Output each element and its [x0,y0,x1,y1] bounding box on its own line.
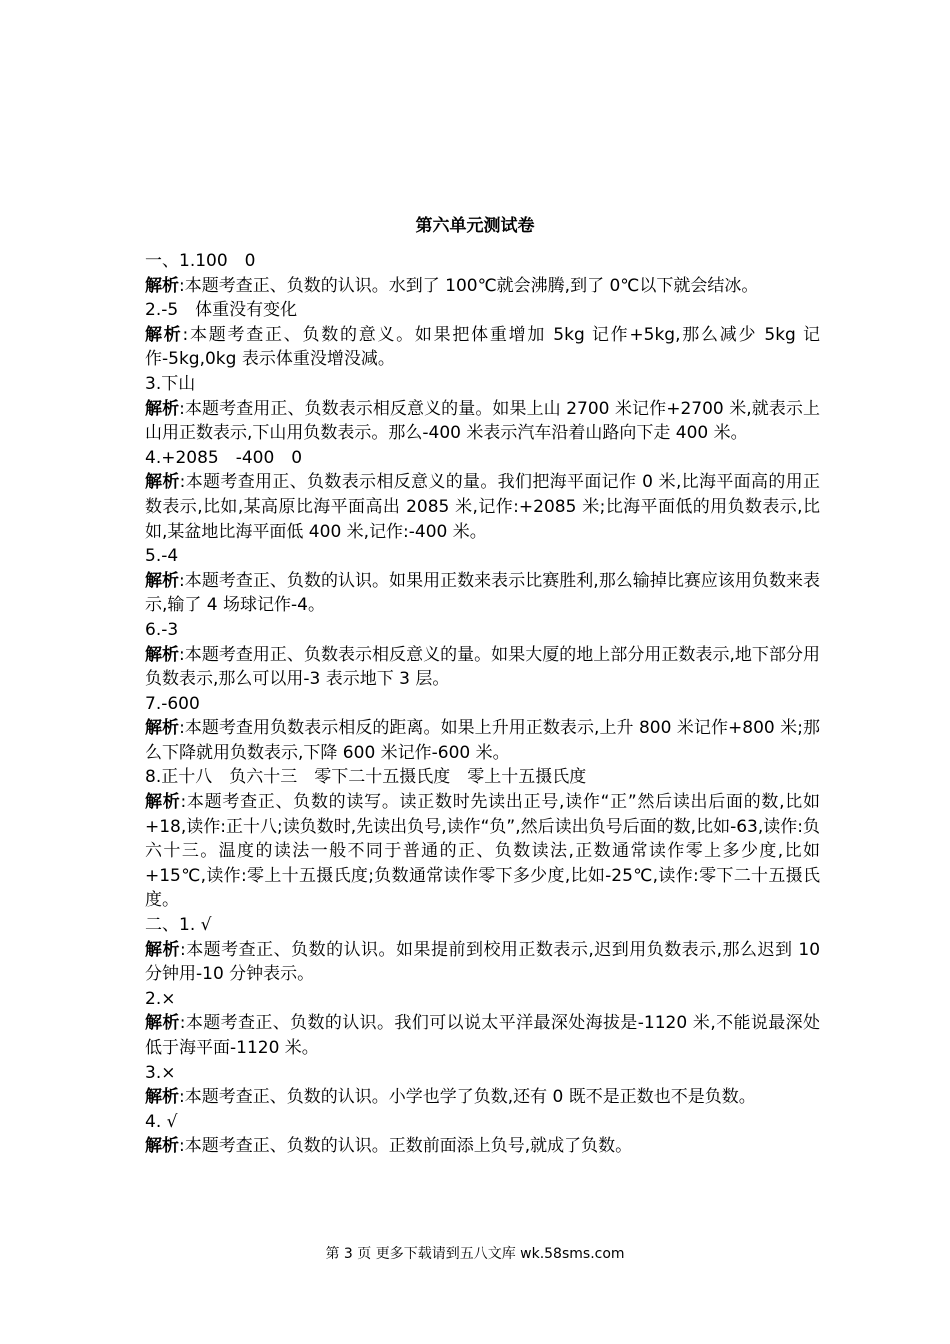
analysis-line [145,1011,820,1060]
analysis-text: :本题考查用正、负数表示相反意义的量。如果大厦的地上部分用正数表示,地下部分用负数表示,那么可以用-3 表示地下 3 层。 [145,644,820,690]
answer-line: 2.-5 体重没有变化 [145,300,298,321]
analysis-text: :本题考查正、负数的认识。我们可以说太平洋最深处海拔是-1120 米,不能说最深处低于海平面-1120 米。 [145,1013,820,1058]
analysis-text: :本题考查用正、负数表示相反意义的量。我们把海平面记作 0 米,比海平面高的用正数表示,比如,某高原比海平面高出 2085 米,记作:+2085 米;比海平面低的用负数表示,比如,某盆地比海平面低 400 米,记作:-400 米。 [145,472,820,542]
analysis-text: :本题考查用负数表示相反的距离。如果上升用正数表示,上升 800 米记作+800 米;那么下降就用负数表示,下降 600 米记作-600 米。 [145,718,820,763]
analysis-label: 解析 [145,398,180,419]
analysis-label: 解析 [145,1136,179,1157]
analysis-line [145,716,820,765]
analysis-line [145,470,820,544]
analysis-label: 解析 [145,324,183,345]
analysis-text: :本题考查正、负数的认识。水到了 100℃就会沸腾,到了 0℃以下就会结冰。 [179,275,759,296]
analysis-text: :本题考查正、负数的认识。如果用正数来表示比赛胜利,那么输掉比赛应该用负数来表示,输了 4 场球记作-4。 [145,570,820,616]
answer-line: 8.正十八 负六十三 零下二十五摄氏度 零上十五摄氏度 [145,767,587,788]
answer-line: 二、1. √ [145,915,212,936]
analysis-line [145,569,820,618]
analysis-label: 解析 [145,570,180,591]
answer-line: 2.× [145,988,176,1009]
analysis-text: :本题考查正、负数的读写。读正数时先读出正号,读作“正”然后读出后面的数,比如+18,读作:正十八;读负数时,先读出负号,读作“负”,然后读出负号后面的数,比如-63,读作:负六十三。温度的读法一般不同于普通的正、负数读法,正数通常读作零上多少度,比如+15℃,读作:零上十五摄氏度;负数通常读作零下多少度,比如-25℃,读作:零下二十五摄氏度。 [145,792,821,911]
analysis-label: 解析 [145,1087,179,1108]
page-title: 第六单元测试卷 [415,216,535,236]
answer-line: 4. √ [145,1111,178,1132]
page-footer: 第 3 页 更多下载请到五八文库 wk.58sms.com [325,1246,625,1262]
analysis-label: 解析 [145,718,180,739]
answer-line: 3.× [145,1062,176,1083]
analysis-label: 解析 [145,644,180,665]
analysis-label: 解析 [145,792,181,813]
answer-line: 一、1.100 0 [145,251,256,271]
analysis-text: :本题考查用正、负数表示相反意义的量。如果上山 2700 米记作+2700 米,就表示上山用正数表示,下山用负数表示。那么-400 米表示汽车沿着山路向下走 400 米。 [145,398,821,444]
analysis-label: 解析 [145,1013,180,1034]
analysis-line [145,1085,820,1110]
answer-line: 5.-4 [145,546,179,567]
answer-content [145,249,826,1159]
analysis-text: :本题考查正、负数的意义。如果把体重增加 5kg 记作+5kg,那么减少 5kg 记作-5kg,0kg 表示体重没增没减。 [145,324,820,370]
analysis-label: 解析 [145,275,179,296]
analysis-text: :本题考查正、负数的认识。如果提前到校用正数表示,迟到用负数表示,那么迟到 10 分钟用-10 分钟表示。 [145,939,826,985]
analysis-text: :本题考查正、负数的认识。小学也学了负数,还有 0 既不是正数也不是负数。 [179,1087,756,1108]
analysis-line [145,643,820,692]
analysis-line [145,790,820,913]
analysis-line [145,323,820,372]
answer-line: 7.-600 [145,693,200,714]
analysis-line [145,1134,820,1159]
analysis-line [145,397,820,446]
answer-line: 6.-3 [145,619,179,640]
analysis-line [145,938,826,987]
analysis-text: :本题考查正、负数的认识。正数前面添上负号,就成了负数。 [179,1136,633,1157]
analysis-label: 解析 [145,472,180,493]
analysis-label: 解析 [145,939,180,960]
answer-line: 4.+2085 -400 0 [145,447,303,468]
analysis-line [145,274,820,299]
answer-line: 3.下山 [145,373,196,394]
